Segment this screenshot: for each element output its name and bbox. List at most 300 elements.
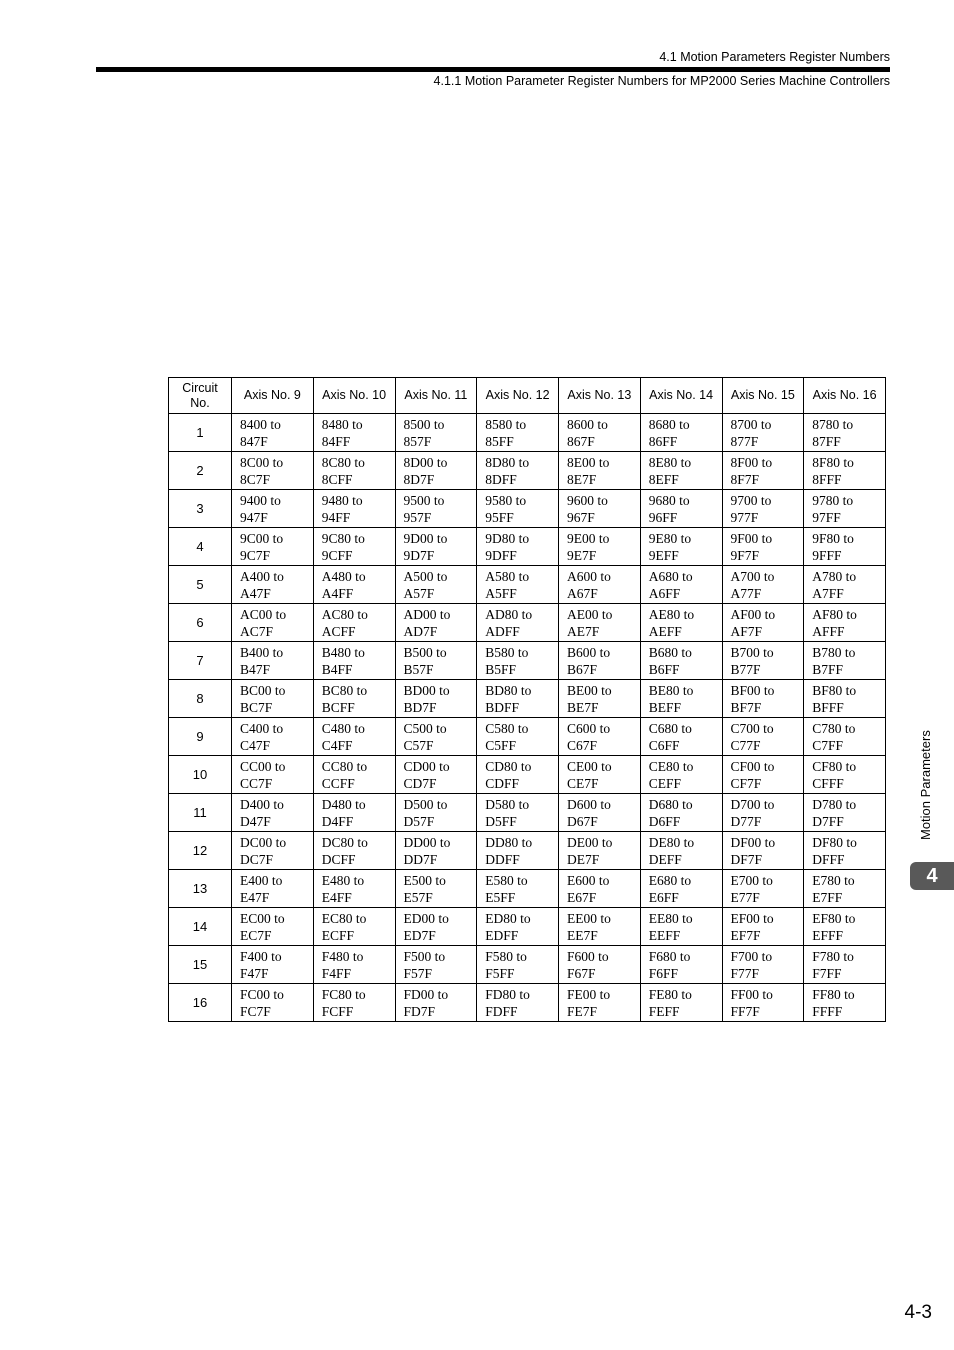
subsection-header: 4.1.1 Motion Parameter Register Numbers for MP2000 Series Machine Controllers — [433, 74, 890, 88]
range-end: AC7F — [240, 623, 274, 639]
range-end: D77F — [730, 813, 762, 829]
range-end: D47F — [240, 813, 271, 829]
register-range-cell — [559, 566, 641, 604]
range-start: C600 to — [567, 720, 611, 736]
range-start: D480 to — [321, 796, 366, 812]
register-range-cell — [804, 794, 886, 832]
range-end: C67F — [567, 737, 598, 753]
page-number: 4-3 — [904, 1302, 932, 1323]
range-end: 967F — [567, 509, 595, 525]
range-start: EF80 to — [812, 910, 856, 926]
range-end: FDFF — [485, 1003, 518, 1019]
register-range-cell — [640, 528, 722, 566]
range-start: C680 to — [648, 720, 692, 736]
range-end: FE7F — [567, 1003, 598, 1019]
range-start: CD80 to — [485, 758, 532, 774]
range-start: 8500 to — [403, 416, 445, 432]
register-range-cell — [722, 642, 804, 680]
range-end: DEFF — [648, 851, 682, 867]
range-end: 8FFF — [812, 471, 842, 487]
chapter-number: 4 — [926, 864, 938, 887]
range-end: C4FF — [321, 737, 353, 753]
range-end: ED7F — [403, 927, 436, 943]
range-end: BD7F — [403, 699, 437, 715]
range-end: A57F — [403, 585, 435, 601]
register-range-cell — [722, 946, 804, 984]
range-end: B5FF — [485, 661, 517, 677]
register-range-cell — [395, 756, 477, 794]
register-range-cell — [477, 452, 559, 490]
register-range-cell — [313, 718, 395, 756]
register-range-cell — [232, 984, 314, 1022]
table-row — [169, 414, 886, 452]
range-end: 947F — [240, 509, 268, 525]
chapter-tab — [910, 862, 954, 890]
range-end: EC7F — [240, 927, 272, 943]
register-range-cell — [232, 490, 314, 528]
table-row — [169, 870, 886, 908]
range-end: BF7F — [730, 699, 762, 715]
register-range-cell — [477, 566, 559, 604]
register-range-cell — [395, 452, 477, 490]
range-end: FEFF — [648, 1003, 680, 1019]
register-range-cell — [313, 908, 395, 946]
range-start: FC00 to — [240, 986, 284, 1002]
register-range-cell — [313, 414, 395, 452]
range-end: DD7F — [403, 851, 438, 867]
register-range-cell — [804, 718, 886, 756]
register-range-cell — [559, 680, 641, 718]
table-row — [169, 604, 886, 642]
range-end: 9D7F — [403, 547, 435, 563]
register-range-cell — [395, 718, 477, 756]
range-end: D57F — [403, 813, 435, 829]
register-range-cell — [559, 908, 641, 946]
register-range-cell — [640, 414, 722, 452]
range-end: 94FF — [321, 509, 351, 525]
register-range-cell — [804, 642, 886, 680]
circuit-number-cell: 5 — [169, 566, 232, 604]
range-end: D6FF — [648, 813, 681, 829]
register-range-cell — [640, 756, 722, 794]
register-range-cell — [722, 566, 804, 604]
range-start: FD00 to — [403, 986, 449, 1002]
register-range-cell — [804, 908, 886, 946]
register-range-cell — [477, 528, 559, 566]
header-axis-11: Axis No. 11 — [395, 378, 477, 414]
register-range-cell — [804, 946, 886, 984]
range-start: ED80 to — [485, 910, 531, 926]
range-end: 847F — [240, 433, 268, 449]
register-range-cell — [477, 794, 559, 832]
range-end: EFFF — [812, 927, 844, 943]
range-start: F580 to — [485, 948, 527, 964]
range-start: DC00 to — [240, 834, 287, 850]
register-range-cell — [477, 908, 559, 946]
register-range-cell — [640, 452, 722, 490]
range-end: D5FF — [485, 813, 517, 829]
range-end: C57F — [403, 737, 434, 753]
range-end: 85FF — [485, 433, 514, 449]
register-range-cell — [640, 984, 722, 1022]
range-end: 957F — [403, 509, 432, 525]
register-range-cell — [559, 946, 641, 984]
range-start: BD00 to — [403, 682, 450, 698]
range-start: C400 to — [240, 720, 284, 736]
table-row — [169, 528, 886, 566]
register-range-cell — [722, 756, 804, 794]
range-start: CF80 to — [812, 758, 857, 774]
range-start: 8D80 to — [485, 454, 530, 470]
range-end: C47F — [240, 737, 271, 753]
range-start: E680 to — [648, 872, 692, 888]
range-start: B400 to — [240, 644, 284, 660]
register-range-cell — [640, 490, 722, 528]
register-range-cell — [722, 528, 804, 566]
range-start: B500 to — [403, 644, 447, 660]
register-range-cell — [395, 490, 477, 528]
range-end: DCFF — [321, 851, 356, 867]
range-end: B77F — [730, 661, 761, 677]
range-end: FC7F — [240, 1003, 271, 1019]
register-range-cell — [477, 832, 559, 870]
register-range-cell — [804, 414, 886, 452]
range-end: F6FF — [648, 965, 679, 981]
range-start: C500 to — [403, 720, 447, 736]
circuit-number-cell: 2 — [169, 452, 232, 490]
range-end: ADFF — [485, 623, 520, 639]
range-start: C700 to — [730, 720, 774, 736]
register-range-cell — [640, 718, 722, 756]
register-range-cell — [559, 452, 641, 490]
range-end: B6FF — [648, 661, 680, 677]
range-start: 8E80 to — [648, 454, 692, 470]
table-row — [169, 718, 886, 756]
register-range-cell — [232, 604, 314, 642]
range-start: D700 to — [730, 796, 775, 812]
register-range-cell — [313, 490, 395, 528]
register-range-cell — [232, 832, 314, 870]
register-range-cell — [559, 642, 641, 680]
register-range-cell — [804, 528, 886, 566]
table-row — [169, 794, 886, 832]
range-end: D4FF — [321, 813, 354, 829]
range-end: D7FF — [812, 813, 844, 829]
range-start: CC80 to — [321, 758, 368, 774]
range-end: 9EFF — [648, 547, 679, 563]
range-end: BC7F — [240, 699, 273, 715]
register-range-cell — [640, 908, 722, 946]
range-start: CC00 to — [240, 758, 286, 774]
range-start: DF00 to — [730, 834, 776, 850]
register-range-cell — [559, 604, 641, 642]
header-circuit-no: Circuit No. — [169, 378, 232, 414]
range-start: C480 to — [321, 720, 365, 736]
register-range-cell — [559, 414, 641, 452]
header-axis-14: Axis No. 14 — [640, 378, 722, 414]
register-range-cell — [313, 794, 395, 832]
range-start: AD00 to — [403, 606, 451, 622]
circuit-number-cell: 9 — [169, 718, 232, 756]
range-end: CD7F — [403, 775, 437, 791]
range-start: 9580 to — [485, 492, 527, 508]
range-start: EF00 to — [730, 910, 774, 926]
register-range-cell — [313, 566, 395, 604]
range-end: EEFF — [648, 927, 681, 943]
range-start: BE00 to — [567, 682, 612, 698]
range-end: ECFF — [321, 927, 355, 943]
table-header-row — [169, 378, 886, 414]
range-end: DC7F — [240, 851, 274, 867]
range-end: E6FF — [648, 889, 679, 905]
header-axis-16: Axis No. 16 — [804, 378, 886, 414]
circuit-number-cell: 12 — [169, 832, 232, 870]
register-range-cell — [395, 946, 477, 984]
range-end: C77F — [730, 737, 761, 753]
register-range-cell — [559, 984, 641, 1022]
range-start: 9D00 to — [403, 530, 448, 546]
range-start: 9E80 to — [648, 530, 692, 546]
register-range-cell — [722, 908, 804, 946]
range-end: E77F — [730, 889, 760, 905]
range-end: BE7F — [567, 699, 599, 715]
register-range-cell — [232, 756, 314, 794]
range-start: B480 to — [321, 644, 365, 660]
register-range-cell — [640, 870, 722, 908]
range-end: 9DFF — [485, 547, 517, 563]
register-range-cell — [395, 870, 477, 908]
header-axis-15: Axis No. 15 — [722, 378, 804, 414]
register-range-cell — [232, 946, 314, 984]
register-range-cell — [477, 642, 559, 680]
register-range-cell — [640, 642, 722, 680]
register-range-cell — [804, 756, 886, 794]
register-range-cell — [477, 490, 559, 528]
circuit-number-cell: 13 — [169, 870, 232, 908]
range-start: D500 to — [403, 796, 448, 812]
range-start: FC80 to — [321, 986, 366, 1002]
range-end: 8DFF — [485, 471, 517, 487]
range-end: F4FF — [321, 965, 352, 981]
range-start: BD80 to — [485, 682, 532, 698]
range-start: F680 to — [648, 948, 691, 964]
header-rule — [96, 67, 890, 72]
range-start: 9680 to — [648, 492, 690, 508]
range-start: E780 to — [812, 872, 855, 888]
register-range-cell — [640, 946, 722, 984]
range-end: F77F — [730, 965, 760, 981]
range-end: 84FF — [321, 433, 351, 449]
range-start: ED00 to — [403, 910, 449, 926]
range-start: B780 to — [812, 644, 856, 660]
range-end: BCFF — [321, 699, 355, 715]
register-range-cell — [559, 756, 641, 794]
range-start: CE00 to — [567, 758, 612, 774]
range-end: FCFF — [321, 1003, 354, 1019]
circuit-number-cell: 10 — [169, 756, 232, 794]
table-row — [169, 452, 886, 490]
circuit-number-cell: 11 — [169, 794, 232, 832]
range-end: B47F — [240, 661, 271, 677]
range-end: 867F — [567, 433, 595, 449]
register-range-cell — [722, 870, 804, 908]
range-end: 857F — [403, 433, 432, 449]
range-end: CDFF — [485, 775, 520, 791]
register-range-cell — [477, 756, 559, 794]
range-end: AE7F — [567, 623, 600, 639]
register-range-cell — [804, 870, 886, 908]
range-end: E7FF — [812, 889, 843, 905]
range-end: BFFF — [812, 699, 844, 715]
range-end: EDFF — [485, 927, 519, 943]
range-start: 8600 to — [567, 416, 608, 432]
register-range-cell — [313, 984, 395, 1022]
range-start: AF80 to — [812, 606, 857, 622]
circuit-number-cell: 15 — [169, 946, 232, 984]
range-start: 8D00 to — [403, 454, 448, 470]
table-body — [169, 414, 886, 1022]
range-start: FE80 to — [648, 986, 692, 1002]
range-start: CE80 to — [648, 758, 694, 774]
register-range-cell — [232, 566, 314, 604]
header-axis-10: Axis No. 10 — [313, 378, 395, 414]
range-end: 8D7F — [403, 471, 435, 487]
circuit-number-cell: 3 — [169, 490, 232, 528]
range-end: DF7F — [730, 851, 763, 867]
range-end: 86FF — [648, 433, 678, 449]
register-range-cell — [313, 452, 395, 490]
range-end: B57F — [403, 661, 434, 677]
circuit-number-cell: 8 — [169, 680, 232, 718]
range-end: CCFF — [321, 775, 355, 791]
register-range-cell — [559, 794, 641, 832]
range-end: 977F — [730, 509, 759, 525]
range-end: CE7F — [567, 775, 599, 791]
range-end: AF7F — [730, 623, 763, 639]
range-end: EF7F — [730, 927, 761, 943]
range-start: E700 to — [730, 872, 773, 888]
range-start: 9400 to — [240, 492, 281, 508]
range-start: AE00 to — [567, 606, 613, 622]
register-range-cell — [313, 756, 395, 794]
range-end: 95FF — [485, 509, 514, 525]
register-range-cell — [395, 794, 477, 832]
range-start: 8C00 to — [240, 454, 284, 470]
register-range-cell — [395, 642, 477, 680]
register-range-cell — [640, 794, 722, 832]
circuit-number-cell: 14 — [169, 908, 232, 946]
range-start: B700 to — [730, 644, 774, 660]
register-range-cell — [395, 566, 477, 604]
range-start: 8680 to — [648, 416, 690, 432]
range-end: C6FF — [648, 737, 680, 753]
register-range-cell — [640, 566, 722, 604]
range-start: DD80 to — [485, 834, 533, 850]
register-range-cell — [804, 680, 886, 718]
range-start: D600 to — [567, 796, 611, 812]
register-range-cell — [313, 604, 395, 642]
range-start: EC00 to — [240, 910, 285, 926]
range-end: DFFF — [812, 851, 845, 867]
range-end: E4FF — [321, 889, 352, 905]
range-end: E57F — [403, 889, 433, 905]
register-range-cell — [313, 870, 395, 908]
range-start: 9D80 to — [485, 530, 530, 546]
register-range-cell — [232, 908, 314, 946]
register-range-cell — [395, 528, 477, 566]
circuit-number-cell: 6 — [169, 604, 232, 642]
register-range-cell — [232, 452, 314, 490]
range-end: B4FF — [321, 661, 353, 677]
range-start: BF00 to — [730, 682, 775, 698]
register-range-cell — [722, 680, 804, 718]
range-start: E600 to — [567, 872, 610, 888]
range-start: A680 to — [648, 568, 693, 584]
range-start: A480 to — [321, 568, 366, 584]
register-range-cell — [804, 984, 886, 1022]
register-range-cell — [395, 604, 477, 642]
register-range-cell — [559, 870, 641, 908]
range-start: D680 to — [648, 796, 693, 812]
range-end: E47F — [240, 889, 270, 905]
range-start: F780 to — [812, 948, 854, 964]
range-start: A580 to — [485, 568, 530, 584]
range-start: DE80 to — [648, 834, 695, 850]
range-start: DD00 to — [403, 834, 451, 850]
range-start: AF00 to — [730, 606, 776, 622]
range-end: E5FF — [485, 889, 516, 905]
register-range-cell — [477, 870, 559, 908]
range-start: AC00 to — [240, 606, 287, 622]
register-range-cell — [477, 946, 559, 984]
range-end: A5FF — [485, 585, 517, 601]
register-range-cell — [722, 984, 804, 1022]
range-start: B580 to — [485, 644, 529, 660]
table-row — [169, 566, 886, 604]
range-start: F700 to — [730, 948, 773, 964]
table-row — [169, 984, 886, 1022]
range-end: AFFF — [812, 623, 845, 639]
table-row — [169, 642, 886, 680]
range-start: FF80 to — [812, 986, 855, 1002]
range-end: 87FF — [812, 433, 841, 449]
table-row — [169, 490, 886, 528]
range-end: 9FFF — [812, 547, 842, 563]
range-start: 8C80 to — [321, 454, 365, 470]
range-start: 9F80 to — [812, 530, 854, 546]
range-start: F500 to — [403, 948, 446, 964]
register-range-cell — [313, 832, 395, 870]
section-header: 4.1 Motion Parameters Register Numbers — [659, 50, 890, 64]
range-end: 8E7F — [567, 471, 597, 487]
range-start: C780 to — [812, 720, 856, 736]
range-end: 9E7F — [567, 547, 597, 563]
range-end: E67F — [567, 889, 597, 905]
range-start: AE80 to — [648, 606, 695, 622]
register-range-cell — [722, 604, 804, 642]
range-start: D400 to — [240, 796, 284, 812]
range-end: B7FF — [812, 661, 844, 677]
register-range-cell — [559, 832, 641, 870]
circuit-number-cell: 16 — [169, 984, 232, 1022]
range-start: AD80 to — [485, 606, 533, 622]
register-range-cell — [313, 946, 395, 984]
register-range-cell — [804, 490, 886, 528]
range-end: FF7F — [730, 1003, 760, 1019]
header-axis-12: Axis No. 12 — [477, 378, 559, 414]
range-start: 8580 to — [485, 416, 527, 432]
range-end: F47F — [240, 965, 269, 981]
